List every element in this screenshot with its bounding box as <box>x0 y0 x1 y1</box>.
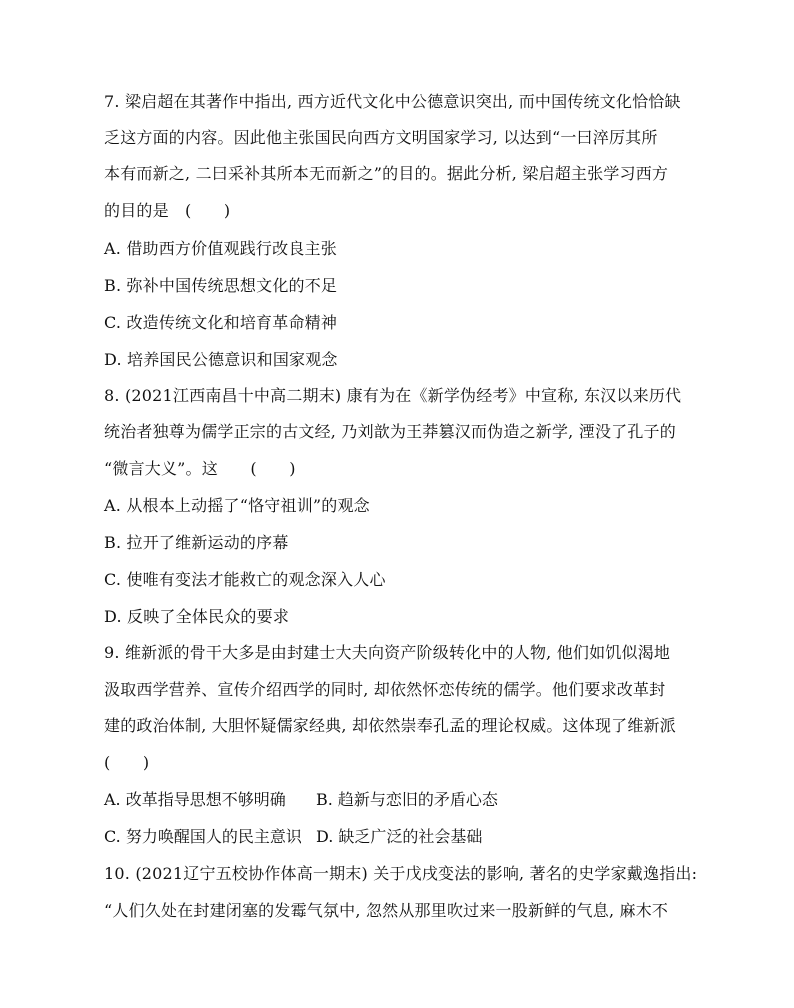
q7-option-c: C. 改造传统文化和培育革命精神 <box>104 313 338 332</box>
q9-option-b: B. 趋新与恋旧的矛盾心态 <box>316 790 498 809</box>
q9-options-row-1 <box>104 790 498 810</box>
q7-option-b: B. 弥补中国传统思想文化的不足 <box>104 276 338 295</box>
q9-option-c: C. 努力唤醒国人的民主意识 <box>104 827 302 846</box>
q7-line-3: 本有而新之, 二曰采补其所本无而新之”的目的。据此分析, 梁启超主张学习西方 <box>104 164 669 183</box>
q8-line-1: 8. (2021江西南昌十中高二期末) 康有为在《新学伪经考》中宣称, 东汉以来历代 <box>104 386 682 405</box>
q8-option-b: B. 拉开了维新运动的序幕 <box>104 533 289 552</box>
q9-option-d: D. 缺乏广泛的社会基础 <box>316 827 483 846</box>
q10-line-2: “人们久处在封建闭塞的发霉气氛中, 忽然从那里吹过来一股新鲜的气息, 麻木不 <box>104 901 669 920</box>
q7-line-4: 的目的是 ( ) <box>104 201 231 220</box>
q9-line-3: 建的政治体制, 大胆怀疑儒家经典, 却依然崇奉孔孟的理论权威。这体现了维新派 <box>104 716 676 735</box>
q10-line-1: 10. (2021辽宁五校协作体高一期末) 关于戊戌变法的影响, 著名的史学家戴逸指出: <box>104 864 698 883</box>
q8-option-d: D. 反映了全体民众的要求 <box>104 607 290 626</box>
q9-line-1: 9. 维新派的骨干大多是由封建士大夫向资产阶级转化中的人物, 他们如饥似渴地 <box>104 643 671 662</box>
q8-line-3: “微言大义”。这 ( ) <box>104 459 296 478</box>
q9-options-row-2 <box>104 827 482 847</box>
q7-line-1: 7. 梁启超在其著作中指出, 西方近代文化中公德意识突出, 而中国传统文化恰恰缺 <box>104 92 681 111</box>
q9-option-a: A. 改革指导思想不够明确 <box>104 790 286 809</box>
q7-option-d: D. 培养国民公德意识和国家观念 <box>104 350 338 369</box>
q8-line-2: 统治者独尊为儒学正宗的古文经, 乃刘歆为王莽篡汉而伪造之新学, 湮没了孔子的 <box>104 422 676 441</box>
q8-option-c: C. 使唯有变法才能救亡的观念深入人心 <box>104 570 386 589</box>
q8-option-a: A. 从根本上动摇了“恪守祖训”的观念 <box>104 496 370 515</box>
q9-line-4: ( ) <box>104 753 150 772</box>
q9-line-2: 汲取西学营养、宣传介绍西学的同时, 却依然怀恋传统的儒学。他们要求改革封 <box>104 680 666 699</box>
q7-option-a: A. 借助西方价值观践行改良主张 <box>104 239 337 258</box>
q7-line-2: 乏这方面的内容。因此他主张国民向西方文明国家学习, 以达到“一曰淬厉其所 <box>104 128 658 147</box>
